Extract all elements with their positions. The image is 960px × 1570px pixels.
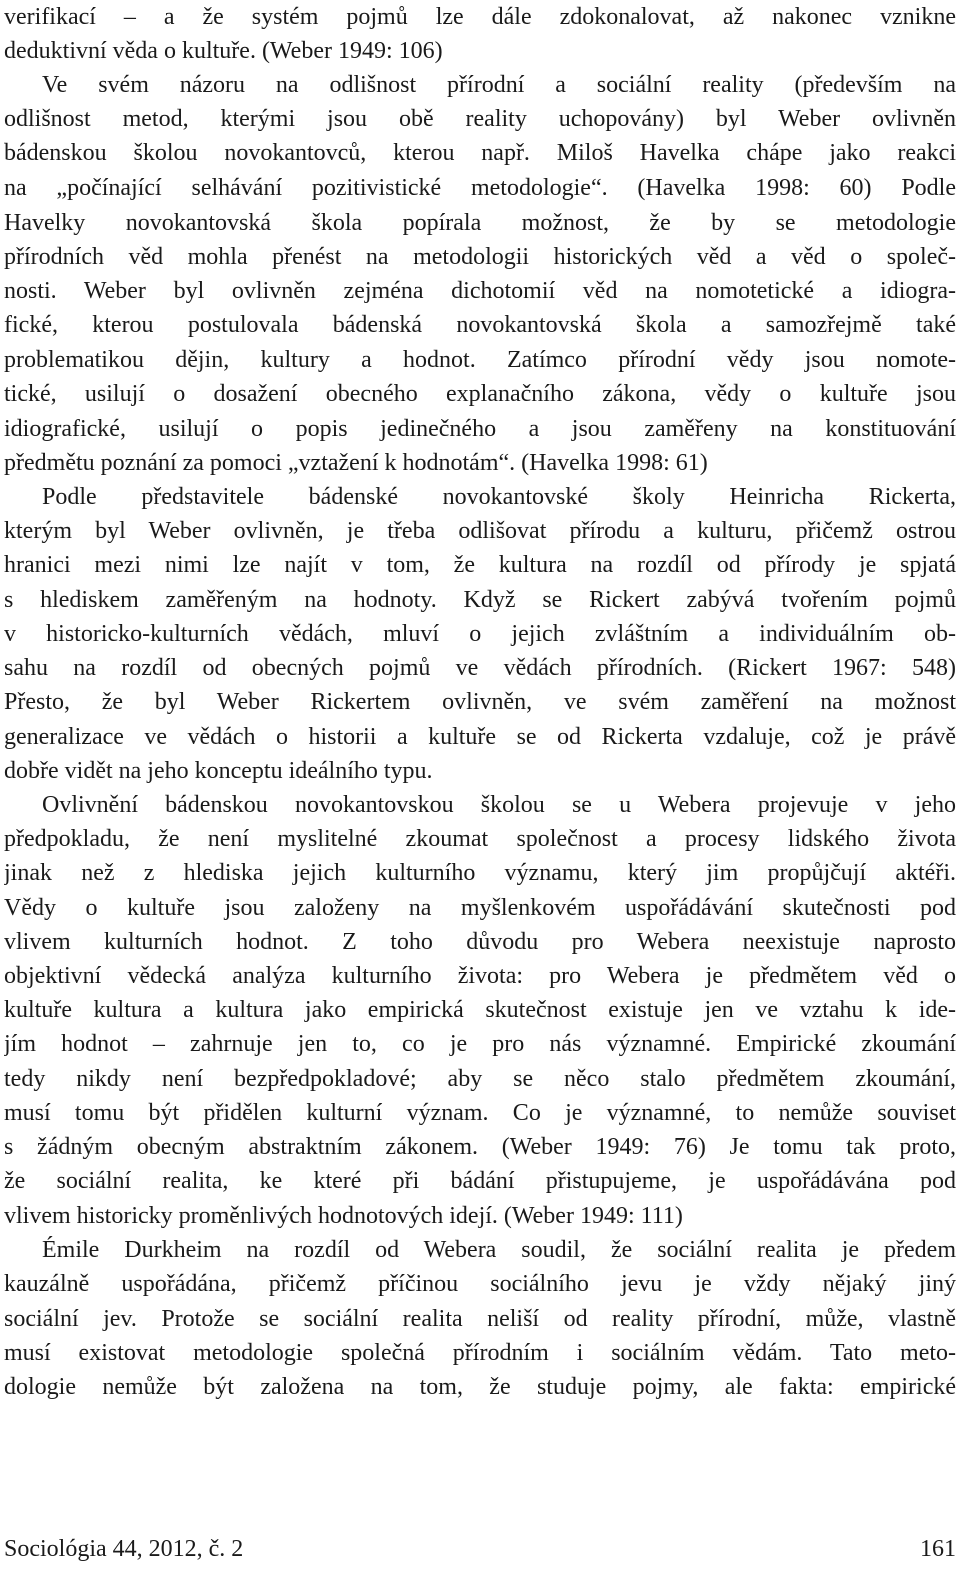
- text-line: Podle představitele bádenské novokantovské školy Heinricha Rickerta,: [42, 484, 956, 510]
- text-line: Havelky novokantovská škola popírala možnost, že by se metodologie: [4, 210, 956, 236]
- text-line: nosti. Weber byl ovlivněn zejména dichotomií věd na nomotetické a idiogra-: [4, 278, 956, 304]
- text-line: tické, usilují o dosažení obecného explanačního zákona, vědy o kultuře jsou: [4, 381, 956, 407]
- text-line: idiografické, usilují o popis jedinečného a jsou zaměřeny na konstituování: [4, 416, 956, 442]
- text-line: Émile Durkheim na rozdíl od Webera soudil, že sociální realita je předem: [42, 1237, 956, 1263]
- text-line: fické, kterou postulovala bádenská novokantovská škola a samozřejmě také: [4, 312, 956, 338]
- text-line: kauzálně uspořádána, přičemž příčinou sociálního jevu je vždy nějaký jiný: [4, 1271, 956, 1297]
- journal-citation: Sociológia 44, 2012, č. 2: [4, 1536, 244, 1562]
- text-line: generalizace ve vědách o historii a kultuře se od Rickerta vzdaluje, což je právě: [4, 724, 956, 750]
- text-line: tedy nikdy není bezpředpokladové; aby se něco stalo předmětem zkoumání,: [4, 1066, 956, 1092]
- text-line: sociální jev. Protože se sociální realita neliší od reality přírodní, může, vlastně: [4, 1306, 956, 1332]
- text-line: přírodních věd mohla přenést na metodologii historických věd a věd o společ-: [4, 244, 956, 270]
- text-line: vlivem historicky proměnlivých hodnotových idejí. (Weber 1949: 111): [4, 1203, 683, 1229]
- text-line: dologie nemůže být založena na tom, že studuje pojmy, ale fakta: empirické: [4, 1374, 956, 1400]
- text-line: Vědy o kultuře jsou založeny na myšlenkovém uspořádávání skutečnosti pod: [4, 895, 956, 921]
- text-line: v historicko-kulturních vědách, mluví o jejich zvláštním a individuálním ob-: [4, 621, 956, 647]
- text-line: že sociální realita, ke které při bádání přistupujeme, je uspořádávána pod: [4, 1168, 956, 1194]
- text-line: musí tomu být přidělen kulturní význam. Co je významné, to nemůže souviset: [4, 1100, 956, 1126]
- text-line: deduktivní věda o kultuře. (Weber 1949: 106): [4, 38, 443, 64]
- text-line: sahu na rozdíl od obecných pojmů ve vědách přírodních. (Rickert 1967: 548): [4, 655, 956, 681]
- text-line: problematikou dějin, kultury a hodnot. Zatímco přírodní vědy jsou nomote-: [4, 347, 956, 373]
- text-line: objektivní vědecká analýza kulturního života: pro Webera je předmětem věd o: [4, 963, 956, 989]
- text-line: na „počínající selhávání pozitivistické metodologie“. (Havelka 1998: 60) Podle: [4, 175, 956, 201]
- text-line: s hlediskem zaměřeným na hodnoty. Když se Rickert zabývá tvořením pojmů: [4, 587, 956, 613]
- text-line: verifikací – a že systém pojmů lze dále zdokonalovat, až nakonec vznikne: [4, 4, 956, 30]
- text-line: hranici mezi nimi lze najít v tom, že kultura na rozdíl od přírody je spjatá: [4, 552, 956, 578]
- text-line: Ovlivnění bádenskou novokantovskou školou se u Webera projevuje v jeho: [42, 792, 956, 818]
- page-footer: [4, 1532, 956, 1566]
- page-number: 161: [920, 1536, 956, 1562]
- text-line: Přesto, že byl Weber Rickertem ovlivněn, ve svém zaměření na možnost: [4, 689, 956, 715]
- text-line: dobře vidět na jeho konceptu ideálního typu.: [4, 758, 433, 784]
- text-line: předpokladu, že není myslitelné zkoumat společnost a procesy lidského života: [4, 826, 956, 852]
- text-line: jinak než z hlediska jejich kulturního významu, který jim propůjčují aktéři.: [4, 860, 956, 886]
- text-line: Ve svém názoru na odlišnost přírodní a sociální reality (především na: [42, 72, 956, 98]
- text-line: jím hodnot – zahrnuje jen to, co je pro nás významné. Empirické zkoumání: [4, 1031, 956, 1057]
- text-line: předmětu poznání za pomoci „vztažení k hodnotám“. (Havelka 1998: 61): [4, 450, 708, 476]
- text-line: s žádným obecným abstraktním zákonem. (Weber 1949: 76) Je tomu tak proto,: [4, 1134, 956, 1160]
- text-line: kterým byl Weber ovlivněn, je třeba odlišovat přírodu a kulturu, přičemž ostrou: [4, 518, 956, 544]
- text-line: musí existovat metodologie společná přírodním i sociálním vědám. Tato meto-: [4, 1340, 956, 1366]
- text-line: odlišnost metod, kterými jsou obě reality uchopovány) byl Weber ovlivněn: [4, 106, 956, 132]
- text-line: vlivem kulturních hodnot. Z toho důvodu pro Webera neexistuje naprosto: [4, 929, 956, 955]
- text-line: kultuře kultura a kultura jako empirická skutečnost existuje jen ve vztahu k ide-: [4, 997, 956, 1023]
- text-line: bádenskou školou novokantovců, kterou např. Miloš Havelka chápe jako reakci: [4, 140, 956, 166]
